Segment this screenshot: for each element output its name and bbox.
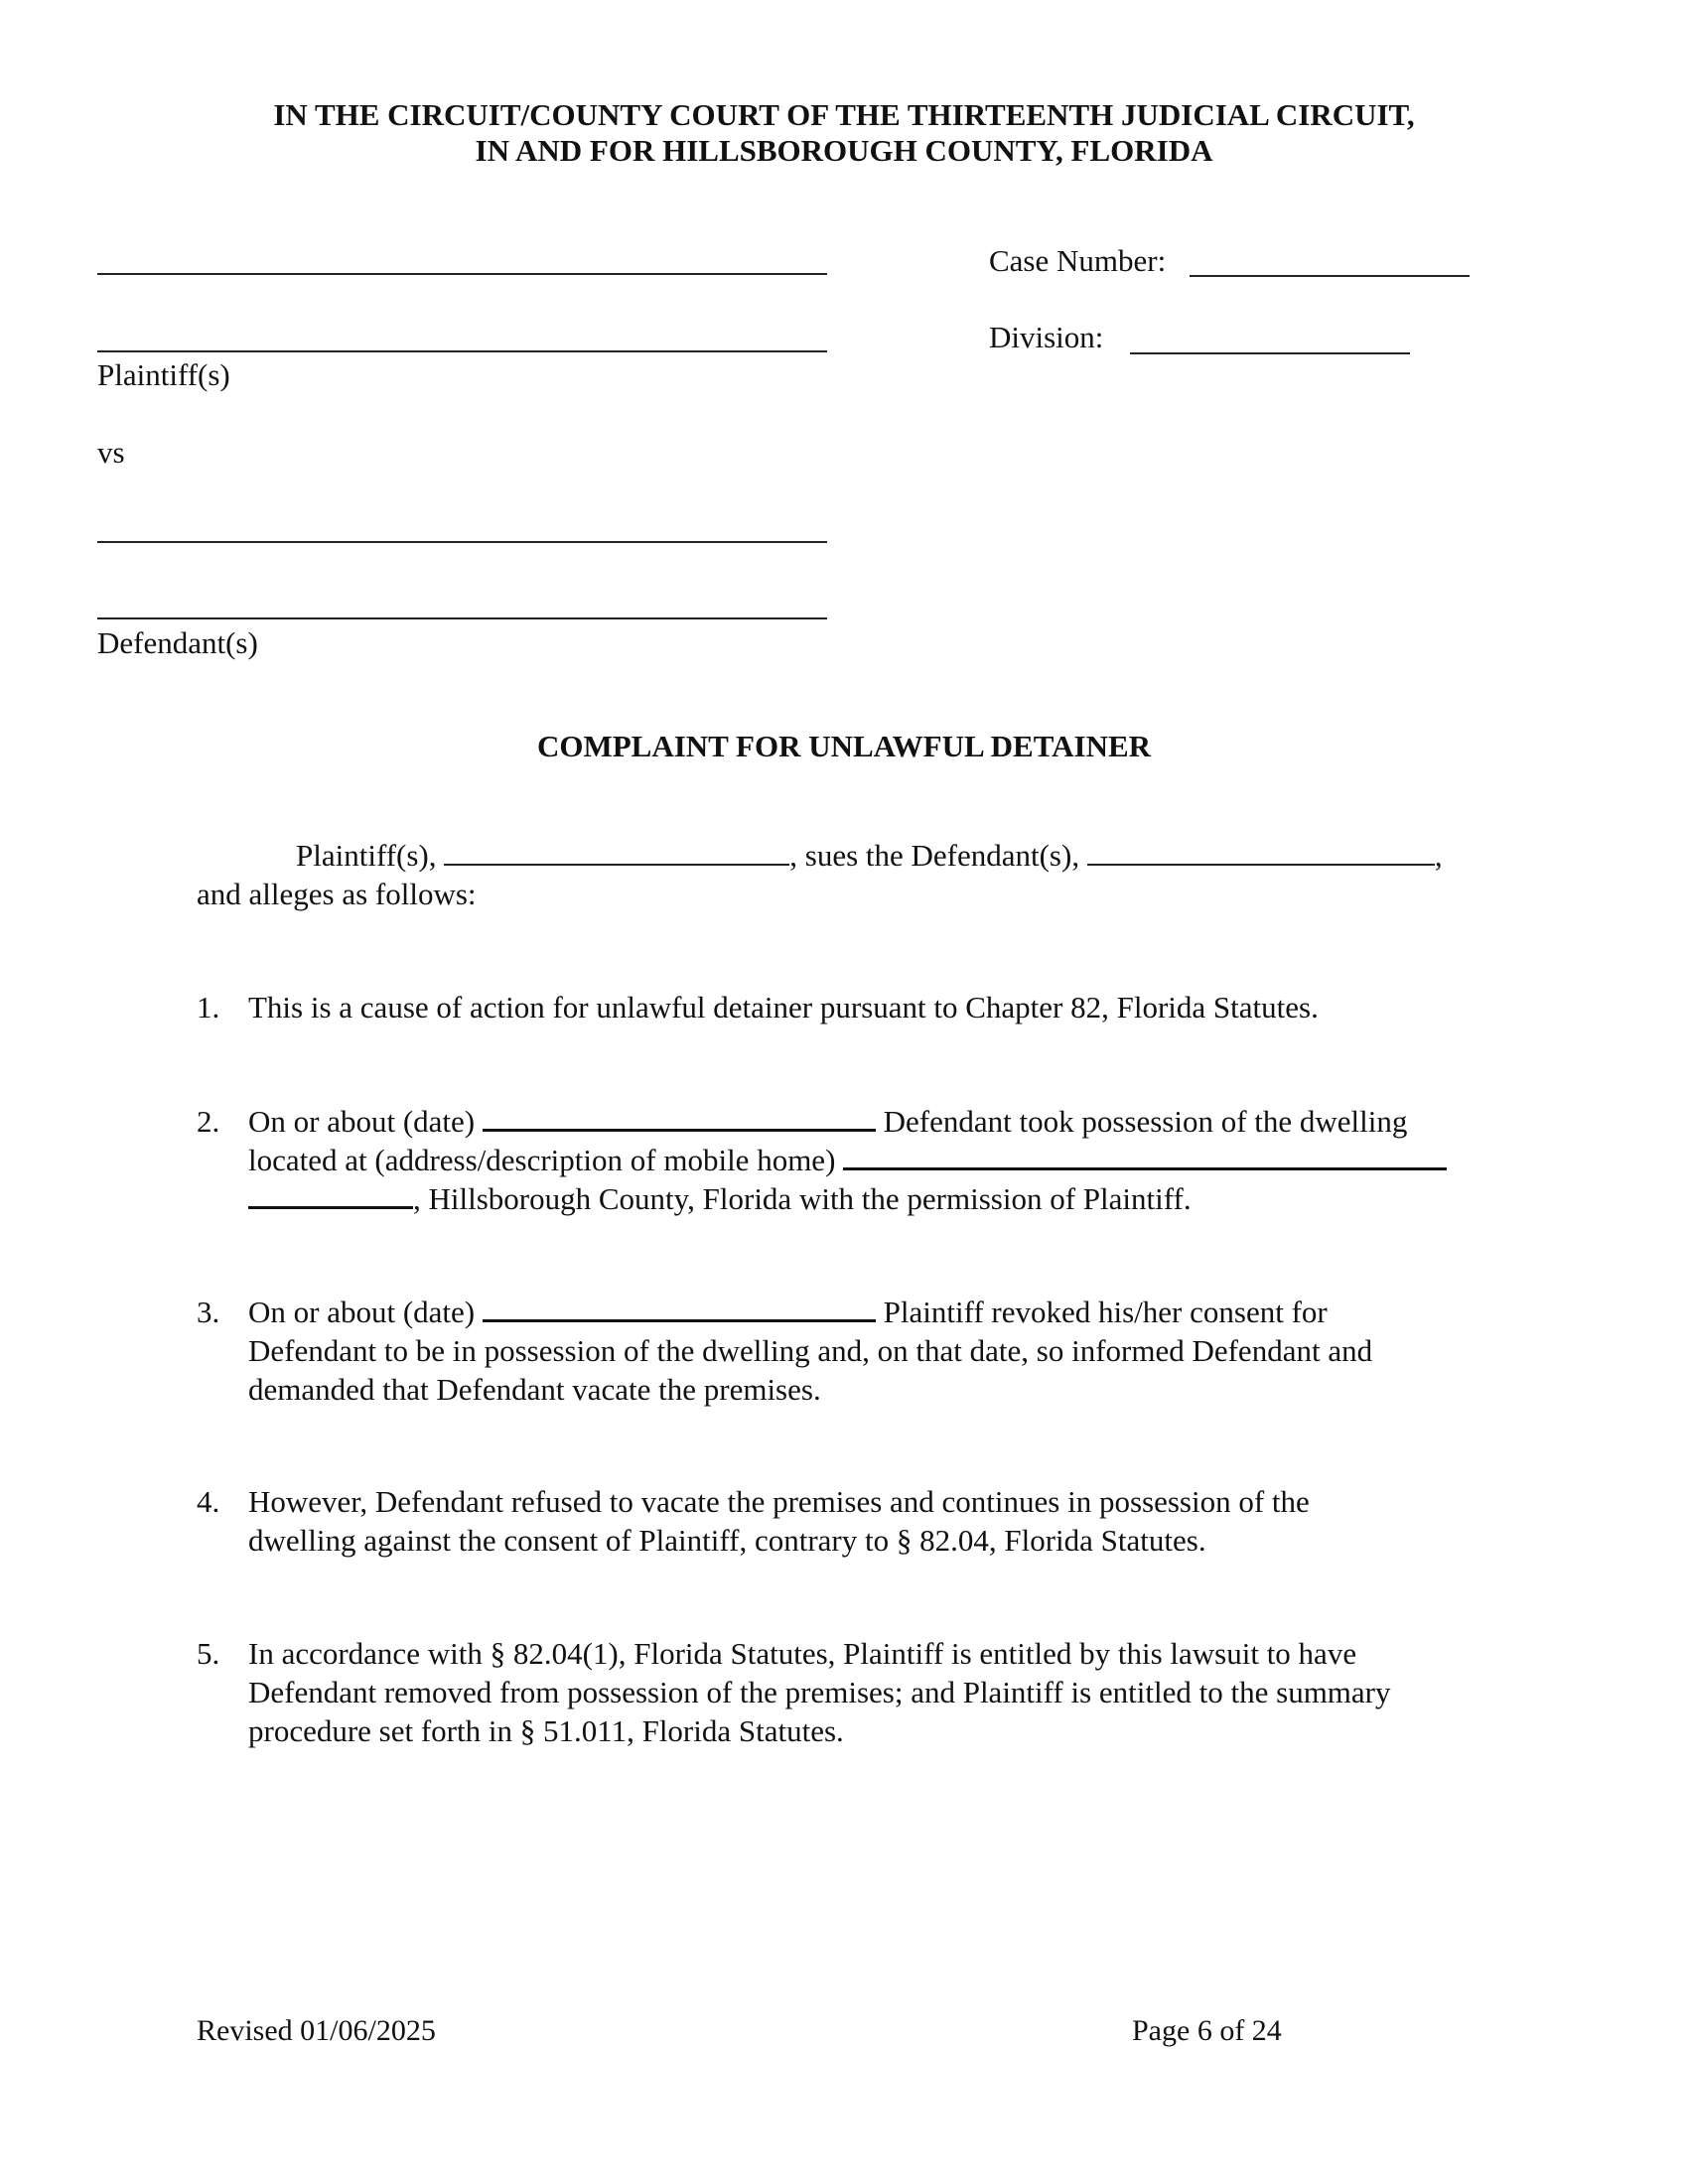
item-1-number: 1.	[197, 990, 220, 1024]
intro-line-1	[296, 836, 1443, 875]
item-3-line-2: Defendant to be in possession of the dwelling and, on that date, so informed Defendant and	[248, 1333, 1373, 1368]
intro-defendant-blank[interactable]	[1087, 838, 1435, 866]
item-4-number: 4.	[197, 1484, 220, 1519]
item-2-date-blank[interactable]	[483, 1103, 876, 1132]
item-3-number: 3.	[197, 1295, 220, 1329]
item-3-date-blank[interactable]	[483, 1294, 876, 1322]
item-3-revoked-text: Plaintiff revoked his/her consent for	[883, 1295, 1328, 1329]
item-2-county-text: , Hillsborough County, Florida with the permission of Plaintiff.	[413, 1181, 1192, 1216]
case-number-label: Case Number:	[989, 243, 1167, 278]
item-2-line-2	[248, 1141, 1509, 1179]
intro-plaintiffs-text: Plaintiff(s),	[296, 838, 437, 873]
plaintiff-name-line-1[interactable]	[97, 273, 827, 275]
item-5-line-2: Defendant removed from possession of the premises; and Plaintiff is entitled to the summary	[248, 1675, 1391, 1709]
item-2-number: 2.	[197, 1104, 220, 1139]
vs-label: vs	[97, 435, 125, 470]
court-heading-line1: IN THE CIRCUIT/COUNTY COURT OF THE THIRTEENTH JUDICIAL CIRCUIT,	[273, 97, 1415, 132]
item-2-date-label: On or about (date)	[248, 1104, 476, 1139]
item-4-line-2: dwelling against the consent of Plaintiff, contrary to § 82.04, Florida Statutes.	[248, 1523, 1206, 1558]
item-2-line-1	[248, 1102, 1509, 1141]
defendant-name-line-1[interactable]	[97, 541, 827, 543]
item-2-address-label: located at (address/description of mobile home)	[248, 1143, 836, 1177]
intro-comma: ,	[1434, 838, 1443, 873]
division-label: Division:	[989, 320, 1104, 354]
intro-line-2: and alleges as follows:	[197, 877, 477, 911]
item-2-line-3	[248, 1179, 1509, 1218]
item-3-date-label: On or about (date)	[248, 1295, 476, 1329]
defendants-label: Defendant(s)	[97, 625, 258, 660]
item-2-address-blank[interactable]	[843, 1142, 1447, 1170]
item-5-line-3: procedure set forth in § 51.011, Florida Statutes.	[248, 1713, 844, 1748]
footer-revised-date: Revised 01/06/2025	[197, 2014, 436, 2047]
item-2-possession-text: Defendant took possession of the dwelling	[883, 1104, 1408, 1139]
document-title: COMPLAINT FOR UNLAWFUL DETAINER	[536, 729, 1152, 763]
court-heading-line2: IN AND FOR HILLSBOROUGH COUNTY, FLORIDA	[475, 133, 1213, 168]
intro-sues-text: , sues the Defendant(s),	[789, 838, 1080, 873]
division-field[interactable]	[1130, 352, 1410, 354]
item-5-number: 5.	[197, 1636, 220, 1671]
item-5-line-1: In accordance with § 82.04(1), Florida Statutes, Plaintiff is entitled by this lawsuit to have	[248, 1636, 1357, 1671]
item-3-line-3: demanded that Defendant vacate the premises.	[248, 1372, 821, 1407]
item-4-line-1: However, Defendant refused to vacate the premises and continues in possession of the	[248, 1484, 1310, 1519]
item-2-address-blank-cont[interactable]	[248, 1180, 413, 1209]
case-number-field[interactable]	[1190, 275, 1470, 277]
footer-page-number: Page 6 of 24	[1132, 2014, 1282, 2047]
plaintiffs-label: Plaintiff(s)	[97, 357, 230, 392]
plaintiff-name-line-2[interactable]	[97, 350, 827, 352]
intro-plaintiff-blank[interactable]	[444, 838, 789, 866]
item-3-line-1	[248, 1293, 1509, 1331]
item-1-text: This is a cause of action for unlawful detainer pursuant to Chapter 82, Florida Statutes.	[248, 990, 1319, 1024]
defendant-name-line-2[interactable]	[97, 617, 827, 619]
